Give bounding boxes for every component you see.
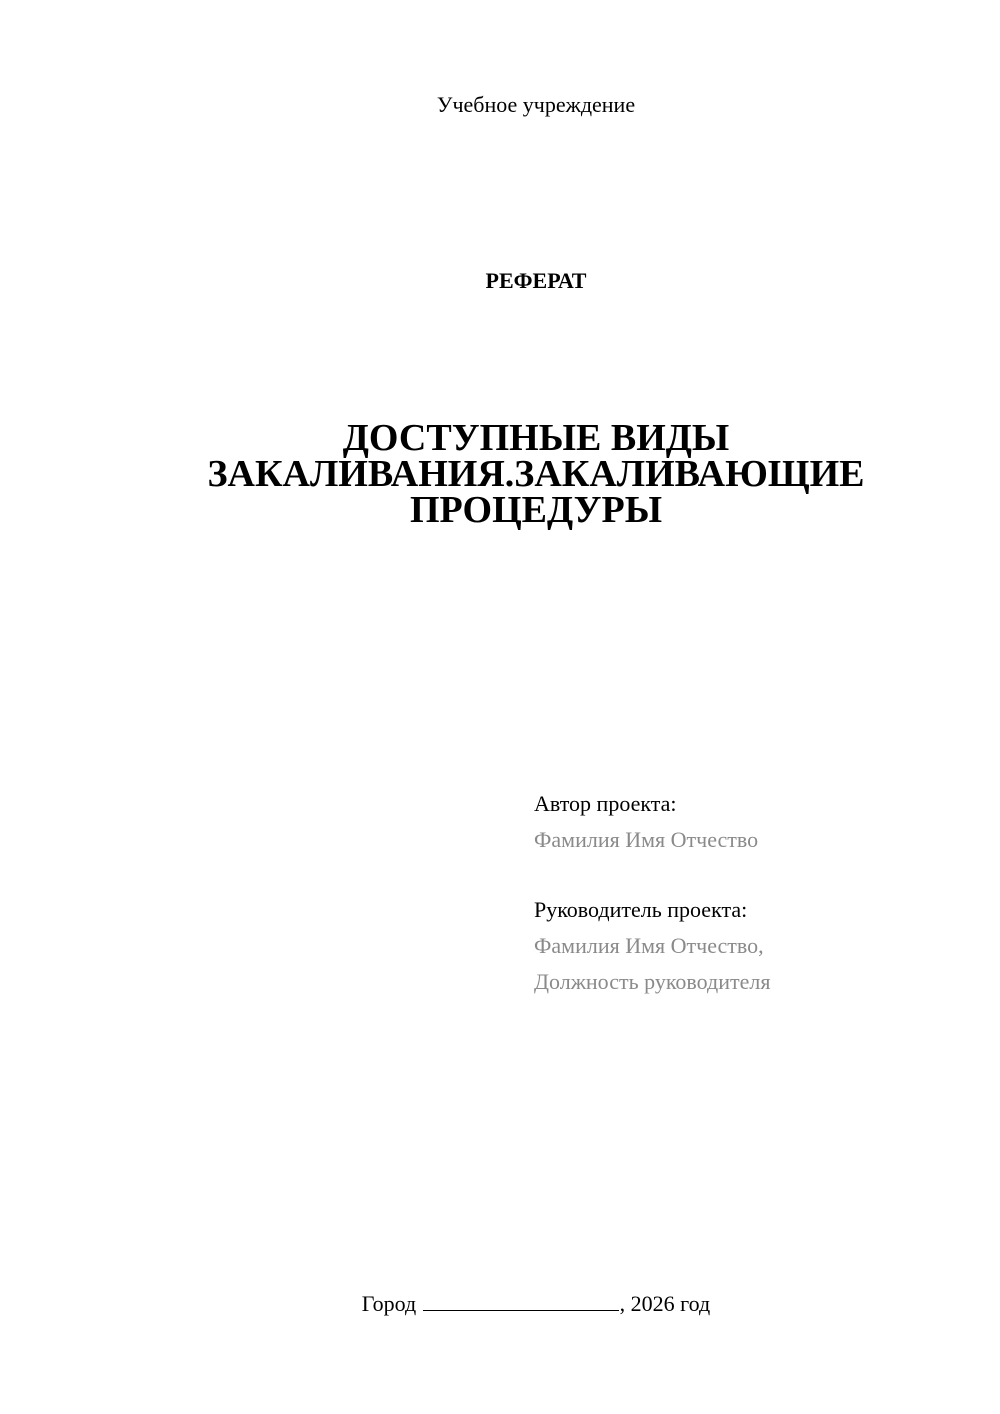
supervisor-block: [534, 892, 770, 1000]
document-title: [140, 417, 932, 531]
title-line: ЗАКАЛИВАНИЯ.ЗАКАЛИВАЮЩИЕ: [207, 453, 865, 495]
author-name: Фамилия Имя Отчество: [534, 827, 759, 852]
year-text: , 2026 год: [619, 1291, 711, 1316]
city-year-line: [0, 1290, 1000, 1317]
supervisor-label: Руководитель проекта:: [534, 897, 748, 922]
city-label: Город: [361, 1291, 417, 1316]
author-block: [534, 786, 758, 858]
author-label: Автор проекта:: [534, 791, 677, 816]
institution-name: Учебное учреждение: [436, 92, 636, 117]
title-line: ПРОЦЕДУРЫ: [409, 489, 663, 531]
document-type-label: РЕФЕРАТ: [485, 268, 587, 293]
supervisor-name: Фамилия Имя Отчество,: [534, 933, 764, 958]
supervisor-position: Должность руководителя: [534, 969, 771, 994]
city-blank-line: [423, 1290, 619, 1311]
title-line: ДОСТУПНЫЕ ВИДЫ: [342, 417, 730, 459]
